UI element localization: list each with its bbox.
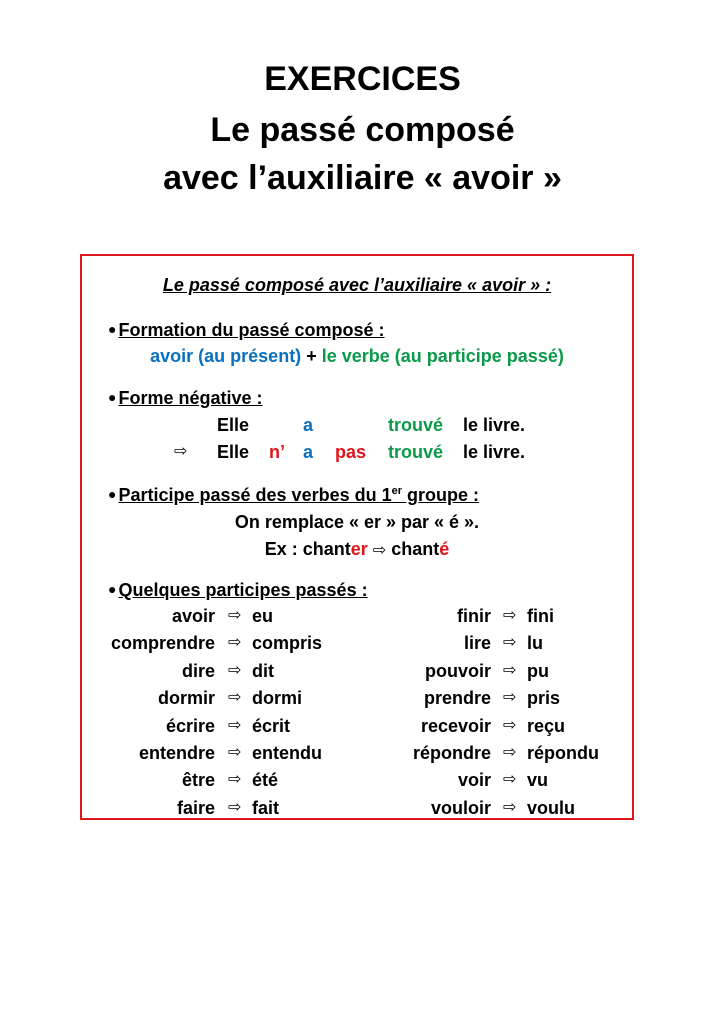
box-subtitle: Le passé composé avec l’auxiliaire « avoir » :	[162, 275, 552, 295]
infinitive-left-4: écrire	[165, 715, 215, 736]
bullet-icon: ●	[108, 389, 117, 405]
participle-left-4: écrit	[252, 715, 291, 736]
infinitive-right-2: pouvoir	[425, 660, 491, 681]
infinitive-left-7: faire	[176, 797, 215, 818]
participle-left-2: dit	[252, 660, 274, 681]
arrow-right-icon: ⇨	[372, 542, 387, 559]
negative-heading: ● Forme négative :	[108, 388, 263, 408]
participle-right-0: fini	[527, 606, 554, 626]
participle-left-3: dormi	[252, 688, 303, 709]
infinitive-left-3: dormir	[157, 688, 215, 709]
participle-left-7: fait	[252, 797, 279, 818]
title-exercices: EXERCICES	[264, 60, 461, 98]
bullet-icon: ●	[108, 581, 117, 597]
infinitive-left-6: être	[181, 770, 215, 791]
participle-right-7: voulu	[527, 797, 575, 818]
arrow-right-icon: ⇨	[503, 798, 517, 816]
infinitive-right-3: prendre	[423, 688, 491, 709]
participle-left-1: compris	[252, 633, 323, 654]
infinitive-right-5: répondre	[412, 743, 491, 763]
formation-heading: ● Formation du passé composé :	[108, 320, 385, 340]
infinitive-right-0: finir	[457, 606, 491, 626]
arrow-right-icon: ⇨	[228, 771, 242, 789]
arrow-right-icon: ⇨	[503, 716, 517, 734]
participle-right-5: répondu	[527, 743, 599, 763]
participle-right-2: pu	[527, 660, 549, 681]
neg-row1-verb: trouvé	[388, 415, 444, 435]
arrow-right-icon: ⇨	[503, 744, 517, 761]
participle-left-5: entendu	[252, 743, 322, 763]
formation-rule	[80, 345, 634, 367]
formation-avoir: avoir (au présent)	[150, 346, 302, 366]
arrow-right-icon: ⇨	[228, 661, 242, 679]
formation-verbe: le verbe (au participe passé)	[321, 346, 564, 366]
formation-plus: +	[306, 346, 317, 366]
infinitive-right-1: lire	[463, 633, 491, 654]
arrow-right-icon: ⇨	[503, 607, 517, 624]
infinitive-left-2: dire	[181, 660, 215, 681]
arrow-right-icon: ⇨	[503, 661, 517, 679]
bullet-icon: ●	[108, 486, 117, 502]
title-passe-compose: Le passé composé	[210, 111, 515, 149]
neg-row1-aux: a	[303, 415, 314, 435]
participle-right-1: lu	[527, 633, 543, 654]
infinitive-left-1: comprendre	[110, 633, 215, 654]
bullet-icon: ●	[108, 321, 117, 337]
arrow-right-icon: ⇨	[228, 798, 242, 816]
participles-heading: ● Quelques participes passés :	[108, 580, 368, 600]
participle-right-4: reçu	[527, 715, 566, 736]
participle-left-0: eu	[252, 606, 274, 626]
infinitive-right-4: recevoir	[420, 715, 491, 736]
title-auxiliaire-avoir: avec l’auxiliaire « avoir »	[163, 159, 562, 197]
arrow-right-icon: ⇨	[228, 634, 242, 652]
neg-row2-aux: a	[303, 442, 314, 462]
neg-row2-verb: trouvé	[388, 442, 444, 462]
neg-row2-rest: le livre.	[463, 442, 526, 462]
arrow-right-icon: ⇨	[503, 634, 517, 652]
participle-right-3: pris	[527, 688, 561, 709]
infinitive-left-5: entendre	[138, 743, 215, 763]
infinitive-left-0: avoir	[171, 606, 215, 626]
neg-row2-ne: n’	[269, 442, 285, 462]
arrow-right-icon: ⇨	[228, 607, 242, 624]
participle-left-6: été	[252, 770, 279, 791]
participle-rule-heading: ● Participe passé des verbes du 1er groupe :	[108, 485, 480, 505]
arrow-right-icon: ⇨	[228, 689, 242, 707]
participle-rule-line: On remplace « er » par « é ».	[234, 512, 480, 532]
infinitive-right-6: voir	[457, 770, 491, 791]
participle-rule-example: Ex : chanter ⇨ chanté	[264, 539, 450, 559]
arrow-right-icon: ⇨	[228, 716, 242, 734]
neg-row1-subject: Elle	[217, 415, 250, 435]
neg-row2-subject: Elle	[217, 442, 250, 462]
arrow-right-icon: ⇨	[174, 443, 188, 460]
arrow-right-icon: ⇨	[503, 771, 517, 789]
arrow-right-icon: ⇨	[503, 689, 517, 707]
infinitive-right-7: vouloir	[430, 797, 491, 818]
participle-right-6: vu	[527, 770, 549, 791]
neg-row2-pas: pas	[335, 442, 367, 462]
arrow-right-icon: ⇨	[228, 744, 242, 761]
neg-row1-rest: le livre.	[463, 415, 526, 435]
